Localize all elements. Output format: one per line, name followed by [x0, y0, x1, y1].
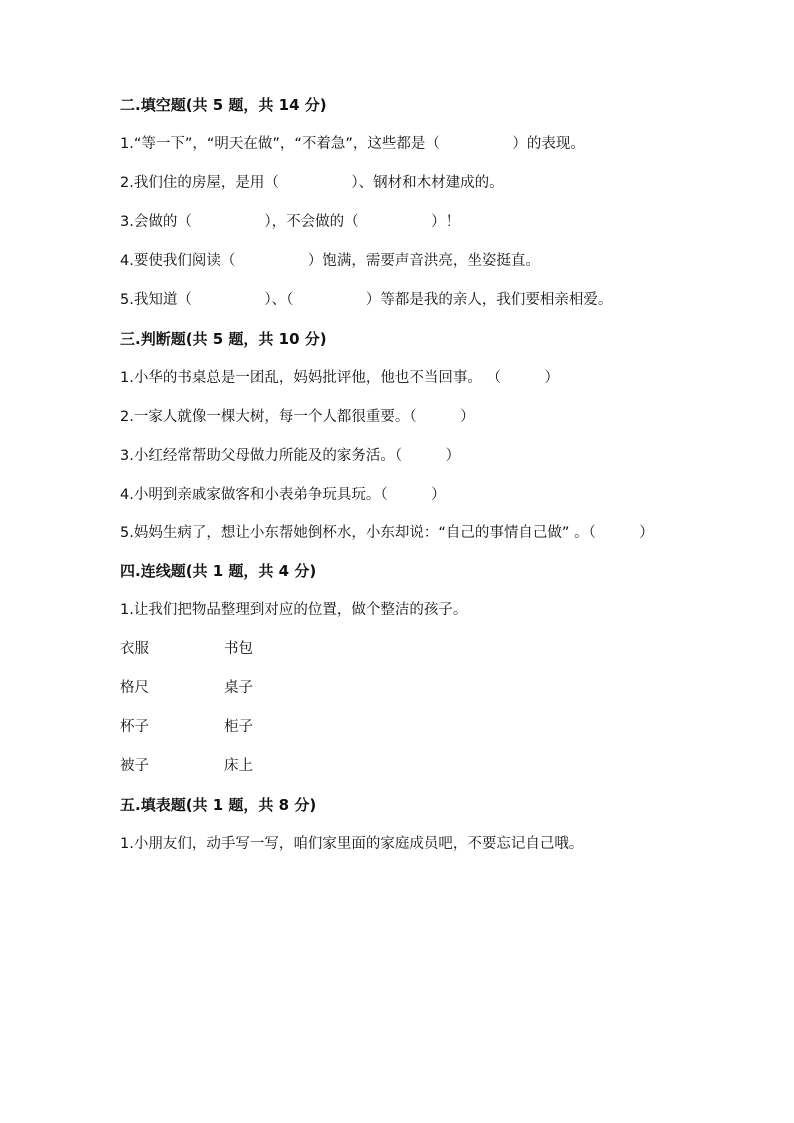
fill-blank-question-4: 4.要使我们阅读（ ）饱满，需要声音洪亮，坐姿挺直。: [120, 253, 540, 269]
matching-row: [120, 755, 680, 777]
section-title-true-false: 三.判断题(共 5 题，共 10 分): [120, 330, 327, 348]
matching-item-right: 桌子: [224, 680, 253, 696]
matching-item-left: 格尺: [120, 680, 149, 696]
section-title-fill-blank: 二.填空题(共 5 题，共 14 分): [120, 96, 327, 114]
matching-item-left: 杯子: [120, 719, 149, 735]
matching-item-left: 衣服: [120, 641, 149, 657]
true-false-question-5: 5.妈妈生病了，想让小东帮她倒杯水，小东却说：“自己的事情自己做” 。（ ）: [120, 525, 654, 541]
exam-page: [120, 94, 680, 872]
fill-blank-question-1: 1.“等一下”，“明天在做”，“不着急”，这些都是（ ）的表现。: [120, 136, 585, 152]
true-false-question-3: 3.小红经常帮助父母做力所能及的家务活。（ ）: [120, 448, 461, 464]
true-false-question-1: 1.小华的书桌总是一团乱，妈妈批评他，他也不当回事。 （ ）: [120, 370, 559, 386]
matching-question-1: 1.让我们把物品整理到对应的位置，做个整洁的孩子。: [120, 602, 468, 618]
matching-row: [120, 638, 680, 660]
true-false-question-2: 2.一家人就像一棵大树，每一个人都很重要。（ ）: [120, 409, 475, 425]
true-false-question-4: 4.小明到亲戚家做客和小表弟争玩具玩。（ ）: [120, 487, 446, 503]
matching-item-right: 书包: [224, 641, 253, 657]
matching-item-right: 柜子: [224, 719, 253, 735]
matching-row: [120, 716, 680, 738]
fill-blank-question-3: 3.会做的（ ），不会做的（ ）！: [120, 214, 461, 230]
matching-row: [120, 677, 680, 699]
section-title-fill-table: 五.填表题(共 1 题，共 8 分): [120, 796, 317, 814]
section-title-matching: 四.连线题(共 1 题，共 4 分): [120, 562, 317, 580]
fill-blank-question-5: 5.我知道（ ）、（ ）等都是我的亲人，我们要相亲相爱。: [120, 292, 613, 308]
fill-blank-question-2: 2.我们住的房屋，是用（ ）、钢材和木材建成的。: [120, 175, 504, 191]
fill-table-question-1: 1.小朋友们，动手写一写，咱们家里面的家庭成员吧，不要忘记自己哦。: [120, 836, 584, 852]
matching-item-left: 被子: [120, 758, 149, 774]
matching-item-right: 床上: [224, 758, 253, 774]
